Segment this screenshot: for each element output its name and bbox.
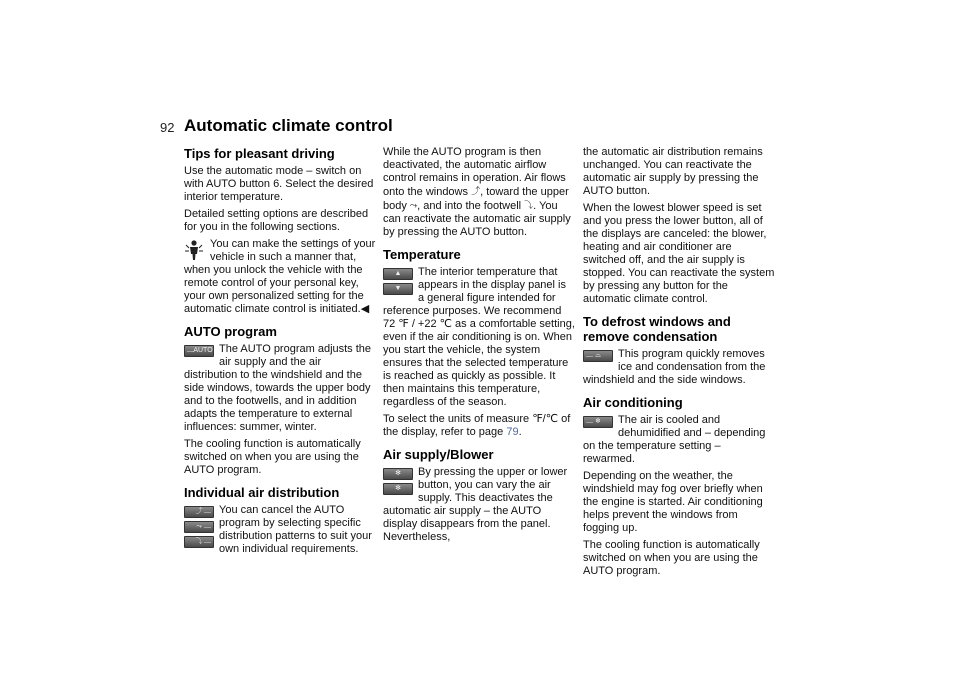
tips-heading: Tips for pleasant driving — [184, 146, 335, 161]
defrost-heading: To defrost windows and remove condensation — [583, 314, 731, 344]
defrost-paragraph: This program quickly removes ice and condensation from the windshield and the side windows. — [583, 348, 766, 386]
defrost-button-icon: — ⌓ — [583, 350, 613, 362]
page-number: 92 — [160, 120, 175, 135]
air-conditioning-button-icon: — ❄ — [583, 416, 613, 428]
individual-distribution-heading: Individual air distribution — [184, 485, 340, 500]
air-conditioning-block — [583, 414, 775, 466]
footwell-airflow-icon: ⤵ — [524, 200, 534, 210]
column-1 — [184, 146, 376, 560]
windshield-distribution-button-icon: — ⤴ — [184, 506, 214, 518]
column-2 — [383, 146, 575, 548]
auto-program-block — [184, 343, 376, 434]
upper-body-distribution-button-icon: — ⤳ — [184, 521, 214, 533]
footwell-distribution-button-icon: — ⤵ — [184, 536, 214, 548]
auto-program-continued: While the AUTO program is then deactivated, the automatic airflow control remains in operation. Air flows onto the windows ⤴, toward the upper body ⤳, and into the footwell ⤵. You can reactivate the automatic air supply by pressing the AUTO button. — [383, 146, 571, 238]
tips-paragraph-2: Detailed setting options are described for you in the following sections. — [184, 208, 369, 233]
auto-program-paragraph-2: The cooling function is automatically switched on when you are using the AUTO program. — [184, 438, 361, 476]
individual-distribution-block — [184, 504, 376, 556]
end-mark-icon: ◀ — [360, 303, 370, 315]
tips-paragraph-1: Use the automatic mode – switch on with AUTO button 6. Select the desired interior temperature. — [184, 165, 374, 203]
defrost-block — [583, 348, 775, 387]
note-text: You can make the settings of your vehicle in such a manner that, when you unlock the vehicle with the remote control of your personal key, your own personalized setting for the automatic climate control is initiated. — [184, 238, 376, 315]
windows-airflow-icon: ⤴ — [471, 186, 481, 196]
temperature-down-button-icon: ▼ — [383, 283, 413, 295]
page-reference-link[interactable]: 79 — [506, 426, 519, 438]
upper-body-airflow-icon: ⤳ — [409, 200, 418, 210]
air-conditioning-heading: Air conditioning — [583, 395, 683, 410]
auto-button-icon: — AUTO — [184, 345, 214, 357]
temperature-heading: Temperature — [383, 247, 461, 262]
air-conditioning-paragraph-3: The cooling function is automatically switched on when you are using the AUTO program. — [583, 539, 760, 577]
air-supply-continued: the automatic air distribution remains unchanged. You can reactivate the automatic air supply by pressing the AUTO button. — [583, 146, 763, 197]
air-conditioning-paragraph-2: Depending on the weather, the windshield may fog over briefly when the engine is started. Air conditioning helps prevent the windows from fogging up. — [583, 470, 763, 534]
individual-distribution-paragraph: You can cancel the AUTO program by selecting specific distribution patterns to suit your own individual requirements. — [219, 504, 372, 555]
air-supply-block — [383, 466, 575, 544]
blower-up-button-icon: ✻ — [383, 468, 413, 480]
air-conditioning-paragraph-1: The air is cooled and dehumidified and – depending on the temperature setting – rewarmed. — [583, 414, 766, 465]
temperature-paragraph-1: The interior temperature that appears in the display panel is a general figure intended for reference purposes. We recommend 72 ℉ / +22 ℃ as a comfortable setting, even if the air conditioning is on. When you start the vehicle, the system ensures that the selected temperature is reached as quickly as possible. It then maintains this temperature, regardless of the season. — [383, 266, 575, 408]
temperature-paragraph-2: To select the units of measure ℉/℃ of the display, refer to page 79. — [383, 413, 571, 438]
air-supply-heading: Air supply/Blower — [383, 447, 494, 462]
auto-program-heading: AUTO program — [184, 324, 277, 339]
page-title: Automatic climate control — [184, 116, 393, 135]
temperature-up-button-icon: ▲ — [383, 268, 413, 280]
blower-down-button-icon: ✻ — [383, 483, 413, 495]
personal-key-note — [184, 238, 376, 316]
air-supply-paragraph-1: By pressing the upper or lower button, you can vary the air supply. This deactivates the automatic air supply – the AUTO display disappears from the panel. Nevertheless, — [383, 466, 568, 543]
column-3 — [583, 146, 775, 582]
temperature-block — [383, 266, 575, 409]
personal-profile-icon — [184, 239, 204, 261]
auto-program-paragraph-1: The AUTO program adjusts the air supply and the air distribution to the windshield and the side windows, towards the upper body and to the footwells, and in addition adapts the temperature to external influences: summer, winter. — [184, 343, 372, 433]
air-supply-paragraph-2: When the lowest blower speed is set and you press the lower button, all of the displays are canceled: the blower, heating and air conditioner are switched off, and the air supply is stopped. You can reactivate the system by pressing any button for the automatic climate control. — [583, 202, 775, 305]
